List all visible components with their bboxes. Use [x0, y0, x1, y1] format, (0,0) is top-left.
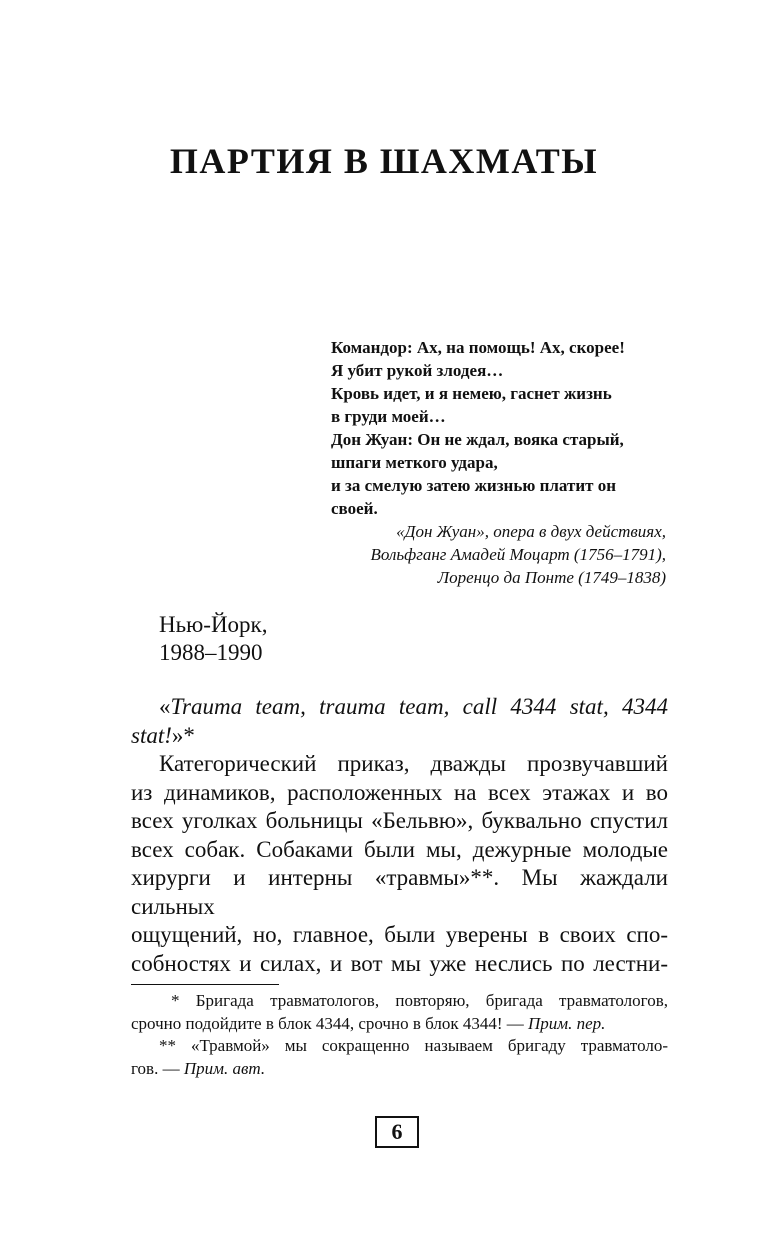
body-text [131, 693, 668, 978]
footnote-2-line: ** «Травмой» мы сокращенно называем бригаду травматоло- [159, 1036, 668, 1055]
paragraph-line: собностях и силах, и вот мы уже неслись по лестни- [131, 950, 668, 976]
epigraph-line: Я убит рукой злодея… [331, 361, 504, 380]
paragraph-line: всех уголках больницы «Бельвю», буквально спустил [131, 808, 668, 833]
epigraph-source-line: Лоренцо да Понте (1749–1838) [437, 568, 666, 587]
page-number: 6 [375, 1116, 419, 1148]
quote-line [131, 722, 668, 751]
footnotes [131, 990, 668, 1080]
paragraph-line: из динамиков, расположенных на всех этажах и во [131, 779, 668, 805]
epigraph-source-line: Вольфганг Амадей Моцарт (1756–1791), [370, 545, 666, 564]
epigraph [331, 336, 671, 589]
epigraph-line: своей. [331, 499, 378, 518]
paragraph-line: всех собак. Собаками были мы, дежурные молодые [131, 836, 668, 862]
epigraph-line: в груди моей… [331, 407, 446, 426]
footnote-2-line [131, 1058, 668, 1081]
chapter-title: ПАРТИЯ В ШАХМАТЫ [169, 141, 599, 181]
paragraph-line: хирурги и интерны «травмы»**. Мы жаждали сильных [131, 865, 668, 919]
quote-line [131, 693, 668, 722]
epigraph-line: шпаги меткого удара, [331, 453, 498, 472]
paragraph-line: Категорический приказ, дважды прозвучавший [159, 751, 668, 776]
quote-text: stat! [131, 722, 172, 748]
place-date [159, 611, 267, 667]
place-name: Нью-Йорк, [159, 612, 268, 637]
epigraph-line: Дон Жуан: Он не ждал, вояка старый, [331, 430, 624, 449]
footnote-1-mark: Прим. пер. [528, 1013, 606, 1033]
quote-text: Trauma team, trauma team, call 4344 stat, 4344 [170, 694, 668, 719]
years: 1988–1990 [159, 640, 263, 665]
epigraph-line: и за смелую затею жизнью платит он [331, 476, 617, 495]
epigraph-line: Командор: Ах, на помощь! Ах, скорее! [331, 338, 625, 357]
paragraph-line: ощущений, но, главное, были уверены в своих спо- [131, 922, 668, 947]
footnote-2-mark: Прим. авт. [183, 1058, 266, 1078]
quote-close: »* [171, 722, 195, 748]
footnote-divider [131, 984, 279, 985]
footnote-1-text: срочно подойдите в блок 4344, срочно в блок 4344! — [131, 1013, 528, 1033]
epigraph-source-line: «Дон Жуан», опера в двух действиях, [396, 522, 666, 541]
footnote-1-line [131, 1013, 668, 1036]
footnote-2-text: гов. — [131, 1058, 184, 1078]
quote-open: « [159, 694, 171, 719]
footnote-1-line: * Бригада травматологов, повторяю, бригада травматологов, [171, 991, 668, 1010]
epigraph-line: Кровь идет, и я немею, гаснет жизнь [331, 384, 612, 403]
